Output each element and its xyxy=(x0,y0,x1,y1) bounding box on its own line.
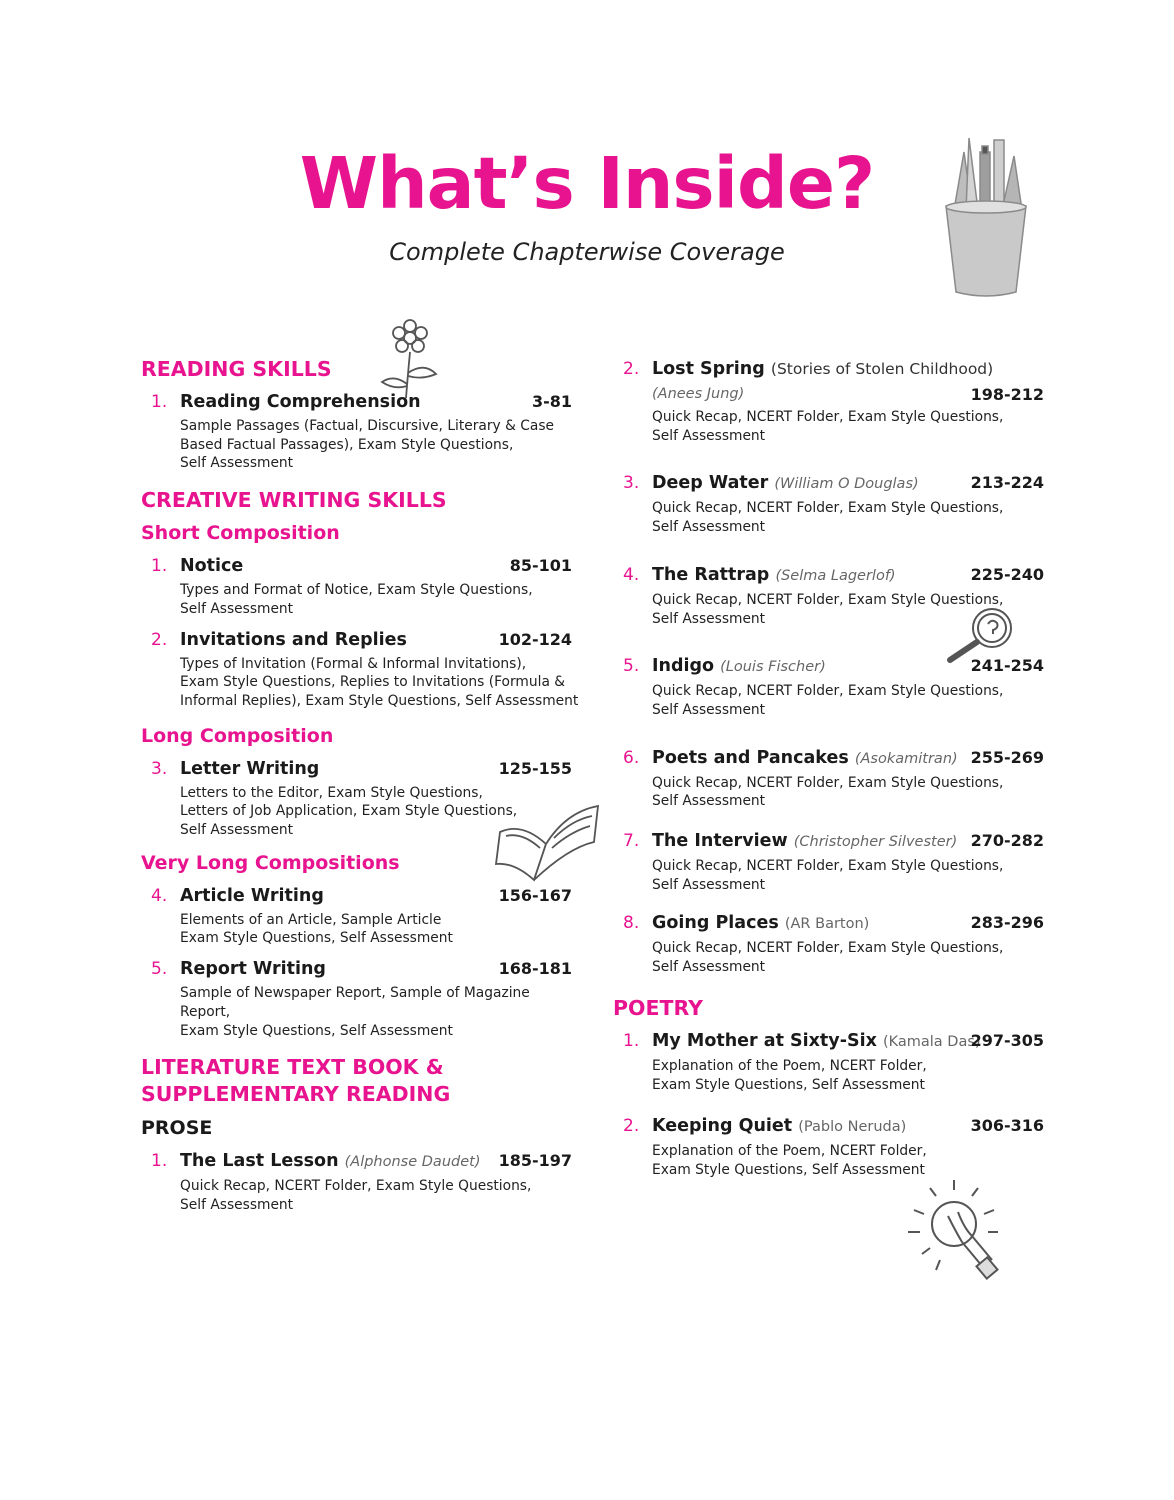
entry-pages: 198-212 xyxy=(970,385,1044,404)
toc-entry-going-places[interactable] xyxy=(613,910,1053,976)
entry-number: 1. xyxy=(151,392,168,412)
entry-number: 2. xyxy=(623,359,640,379)
contents-right-column xyxy=(613,356,1053,1180)
page-subtitle: Complete Chapterwise Coverage xyxy=(389,238,785,266)
toc-entry-notice[interactable] xyxy=(141,553,581,618)
entry-description: Quick Recap, NCERT Folder, Exam Style Questions, Self Assessment xyxy=(652,591,1004,627)
entry-author: (Anees Jung) xyxy=(652,386,745,402)
entry-pages: 85-101 xyxy=(509,556,572,576)
entry-number: 4. xyxy=(151,885,168,906)
entry-description: Letters to the Editor, Exam Style Questions, Letters of Job Application, Exam Style Questions, Self Assessment xyxy=(180,784,518,839)
entry-pages: 306-316 xyxy=(970,1116,1044,1136)
entry-author: (William O Douglas) xyxy=(774,476,919,493)
entry-description: Quick Recap, NCERT Folder, Exam Style Questions, Self Assessment xyxy=(652,409,1004,444)
page-title: What’s Inside? xyxy=(299,142,875,225)
entry-author: (Asokamitran) xyxy=(854,750,958,767)
entry-author: (Christopher Silvester) xyxy=(793,834,958,851)
entry-title: Article Writing xyxy=(180,885,324,906)
entry-author: (Kamala Das) xyxy=(882,1033,981,1050)
entry-number: 3. xyxy=(623,473,640,494)
pencil-cup-icon xyxy=(938,132,1034,300)
entry-title: Keeping Quiet xyxy=(652,1116,793,1137)
entry-description: Explanation of the Poem, NCERT Folder, Exam Style Questions, Self Assessment xyxy=(652,1057,927,1093)
entry-number: 8. xyxy=(623,913,640,934)
entry-description: Elements of an Article, Sample Article Exam Style Questions, Self Assessment xyxy=(180,911,453,947)
entry-description: Types of Invitation (Formal & Informal Invitations), Exam Style Questions, Replies to Invitations (Formula & Informal Replies), Exam Style Questions, Self Assessment xyxy=(180,655,579,709)
entry-author: (Louis Fischer) xyxy=(720,659,826,676)
entry-pages: 255-269 xyxy=(970,747,1044,767)
toc-entry-lost-spring[interactable] xyxy=(613,356,1053,445)
entry-pages: 3-81 xyxy=(531,392,572,411)
toc-entry-last-lesson[interactable] xyxy=(141,1148,581,1214)
entry-title: The Last Lesson xyxy=(180,1151,339,1172)
toc-entry-interview[interactable] xyxy=(613,828,1053,894)
section-poetry: POETRY xyxy=(613,995,703,1020)
entry-number: 5. xyxy=(151,959,168,980)
entry-pages: 241-254 xyxy=(970,656,1044,676)
entry-description: Types and Format of Notice, Exam Style Questions, Self Assessment xyxy=(180,582,533,617)
entry-number: 6. xyxy=(623,747,640,768)
entry-number: 4. xyxy=(623,564,640,585)
entry-title: Invitations and Replies xyxy=(180,629,407,650)
entry-description: Explanation of the Poem, NCERT Folder, Exam Style Questions, Self Assessment xyxy=(652,1143,927,1178)
entry-author: (Pablo Neruda) xyxy=(798,1119,907,1136)
entry-pages: 168-181 xyxy=(498,959,572,979)
entry-title: The Interview xyxy=(652,831,788,852)
contents-left-column xyxy=(141,356,581,1215)
entry-pages: 102-124 xyxy=(498,629,572,649)
light-bulb-icon xyxy=(900,1176,1006,1288)
subsection-long-composition: Long Composition xyxy=(141,724,334,747)
entry-description: Quick Recap, NCERT Folder, Exam Style Questions, Self Assessment xyxy=(652,858,1004,893)
entry-description: Quick Recap, NCERT Folder, Exam Style Questions, Self Assessment xyxy=(652,940,1004,976)
entry-title: Reading Comprehension xyxy=(180,392,421,412)
entry-number: 5. xyxy=(623,656,640,677)
subsection-very-long-compositions: Very Long Compositions xyxy=(141,851,400,874)
toc-entry-keeping-quiet[interactable] xyxy=(613,1113,1053,1179)
section-literature-line-1: LITERATURE TEXT BOOK & xyxy=(141,1055,444,1080)
entry-pages: 185-197 xyxy=(498,1151,572,1171)
toc-entry-article-writing[interactable] xyxy=(141,883,581,948)
entry-author: (Selma Lagerlof) xyxy=(775,567,896,584)
entry-subtitle: (Stories of Stolen Childhood) xyxy=(770,360,994,378)
entry-description: Quick Recap, NCERT Folder, Exam Style Questions, Self Assessment xyxy=(652,774,1004,810)
entry-description: Quick Recap, NCERT Folder, Exam Style Questions, Self Assessment xyxy=(652,500,1004,536)
entry-description: Sample Passages (Factual, Discursive, Literary & Case Based Factual Passages), Exam Style Questions, Self Assessment xyxy=(180,418,554,472)
entry-number: 1. xyxy=(623,1030,640,1051)
entry-title: Going Places xyxy=(652,913,779,934)
toc-entry-indigo[interactable] xyxy=(613,653,1053,719)
entry-title: My Mother at Sixty-Six xyxy=(652,1030,877,1051)
entry-pages: 225-240 xyxy=(970,564,1044,584)
entry-title: Notice xyxy=(180,556,244,577)
subsection-prose: PROSE xyxy=(141,1117,213,1140)
entry-pages: 213-224 xyxy=(970,473,1044,493)
section-reading-skills: READING SKILLS xyxy=(141,357,332,381)
toc-entry-reading-comprehension[interactable] xyxy=(141,389,581,473)
entry-title: Deep Water xyxy=(652,473,769,494)
entry-number: 2. xyxy=(623,1116,640,1137)
entry-description: Quick Recap, NCERT Folder, Exam Style Questions, Self Assessment xyxy=(652,683,1004,718)
toc-entry-invitations[interactable] xyxy=(141,627,581,711)
entry-title: Report Writing xyxy=(180,959,326,980)
toc-entry-rattrap[interactable] xyxy=(613,562,1053,628)
entry-title: Letter Writing xyxy=(180,758,320,779)
toc-entry-letter-writing[interactable] xyxy=(141,756,581,840)
entry-pages: 156-167 xyxy=(498,885,572,905)
entry-number: 1. xyxy=(151,556,168,577)
entry-number: 2. xyxy=(151,629,168,650)
subsection-short-composition: Short Composition xyxy=(141,522,340,545)
entry-pages: 297-305 xyxy=(970,1030,1044,1050)
entry-number: 7. xyxy=(623,831,640,852)
entry-pages: 270-282 xyxy=(970,831,1044,851)
section-creative-writing: CREATIVE WRITING SKILLS xyxy=(141,488,447,513)
toc-entry-my-mother-at-sixty-six[interactable] xyxy=(613,1028,1053,1094)
entry-pages: 283-296 xyxy=(970,913,1044,933)
toc-entry-poets-and-pancakes[interactable] xyxy=(613,745,1053,811)
entry-title: The Rattrap xyxy=(652,564,770,585)
entry-title: Poets and Pancakes xyxy=(652,747,849,768)
toc-entry-report-writing[interactable] xyxy=(141,956,581,1040)
entry-description: Sample of Newspaper Report, Sample of Magazine Report, Exam Style Questions, Self Assessment xyxy=(180,985,530,1039)
entry-author: (Alphonse Daudet) xyxy=(344,1154,481,1171)
entry-author: (AR Barton) xyxy=(784,916,870,933)
entry-description: Quick Recap, NCERT Folder, Exam Style Questions, Self Assessment xyxy=(180,1178,532,1213)
section-literature-line-2: SUPPLEMENTARY READING xyxy=(141,1082,451,1107)
entry-number: 3. xyxy=(151,758,168,779)
toc-entry-deep-water[interactable] xyxy=(613,470,1053,536)
entry-number: 1. xyxy=(151,1151,168,1172)
entry-pages: 125-155 xyxy=(498,758,572,778)
entry-title: Lost Spring xyxy=(652,359,765,379)
entry-title: Indigo xyxy=(652,656,715,677)
